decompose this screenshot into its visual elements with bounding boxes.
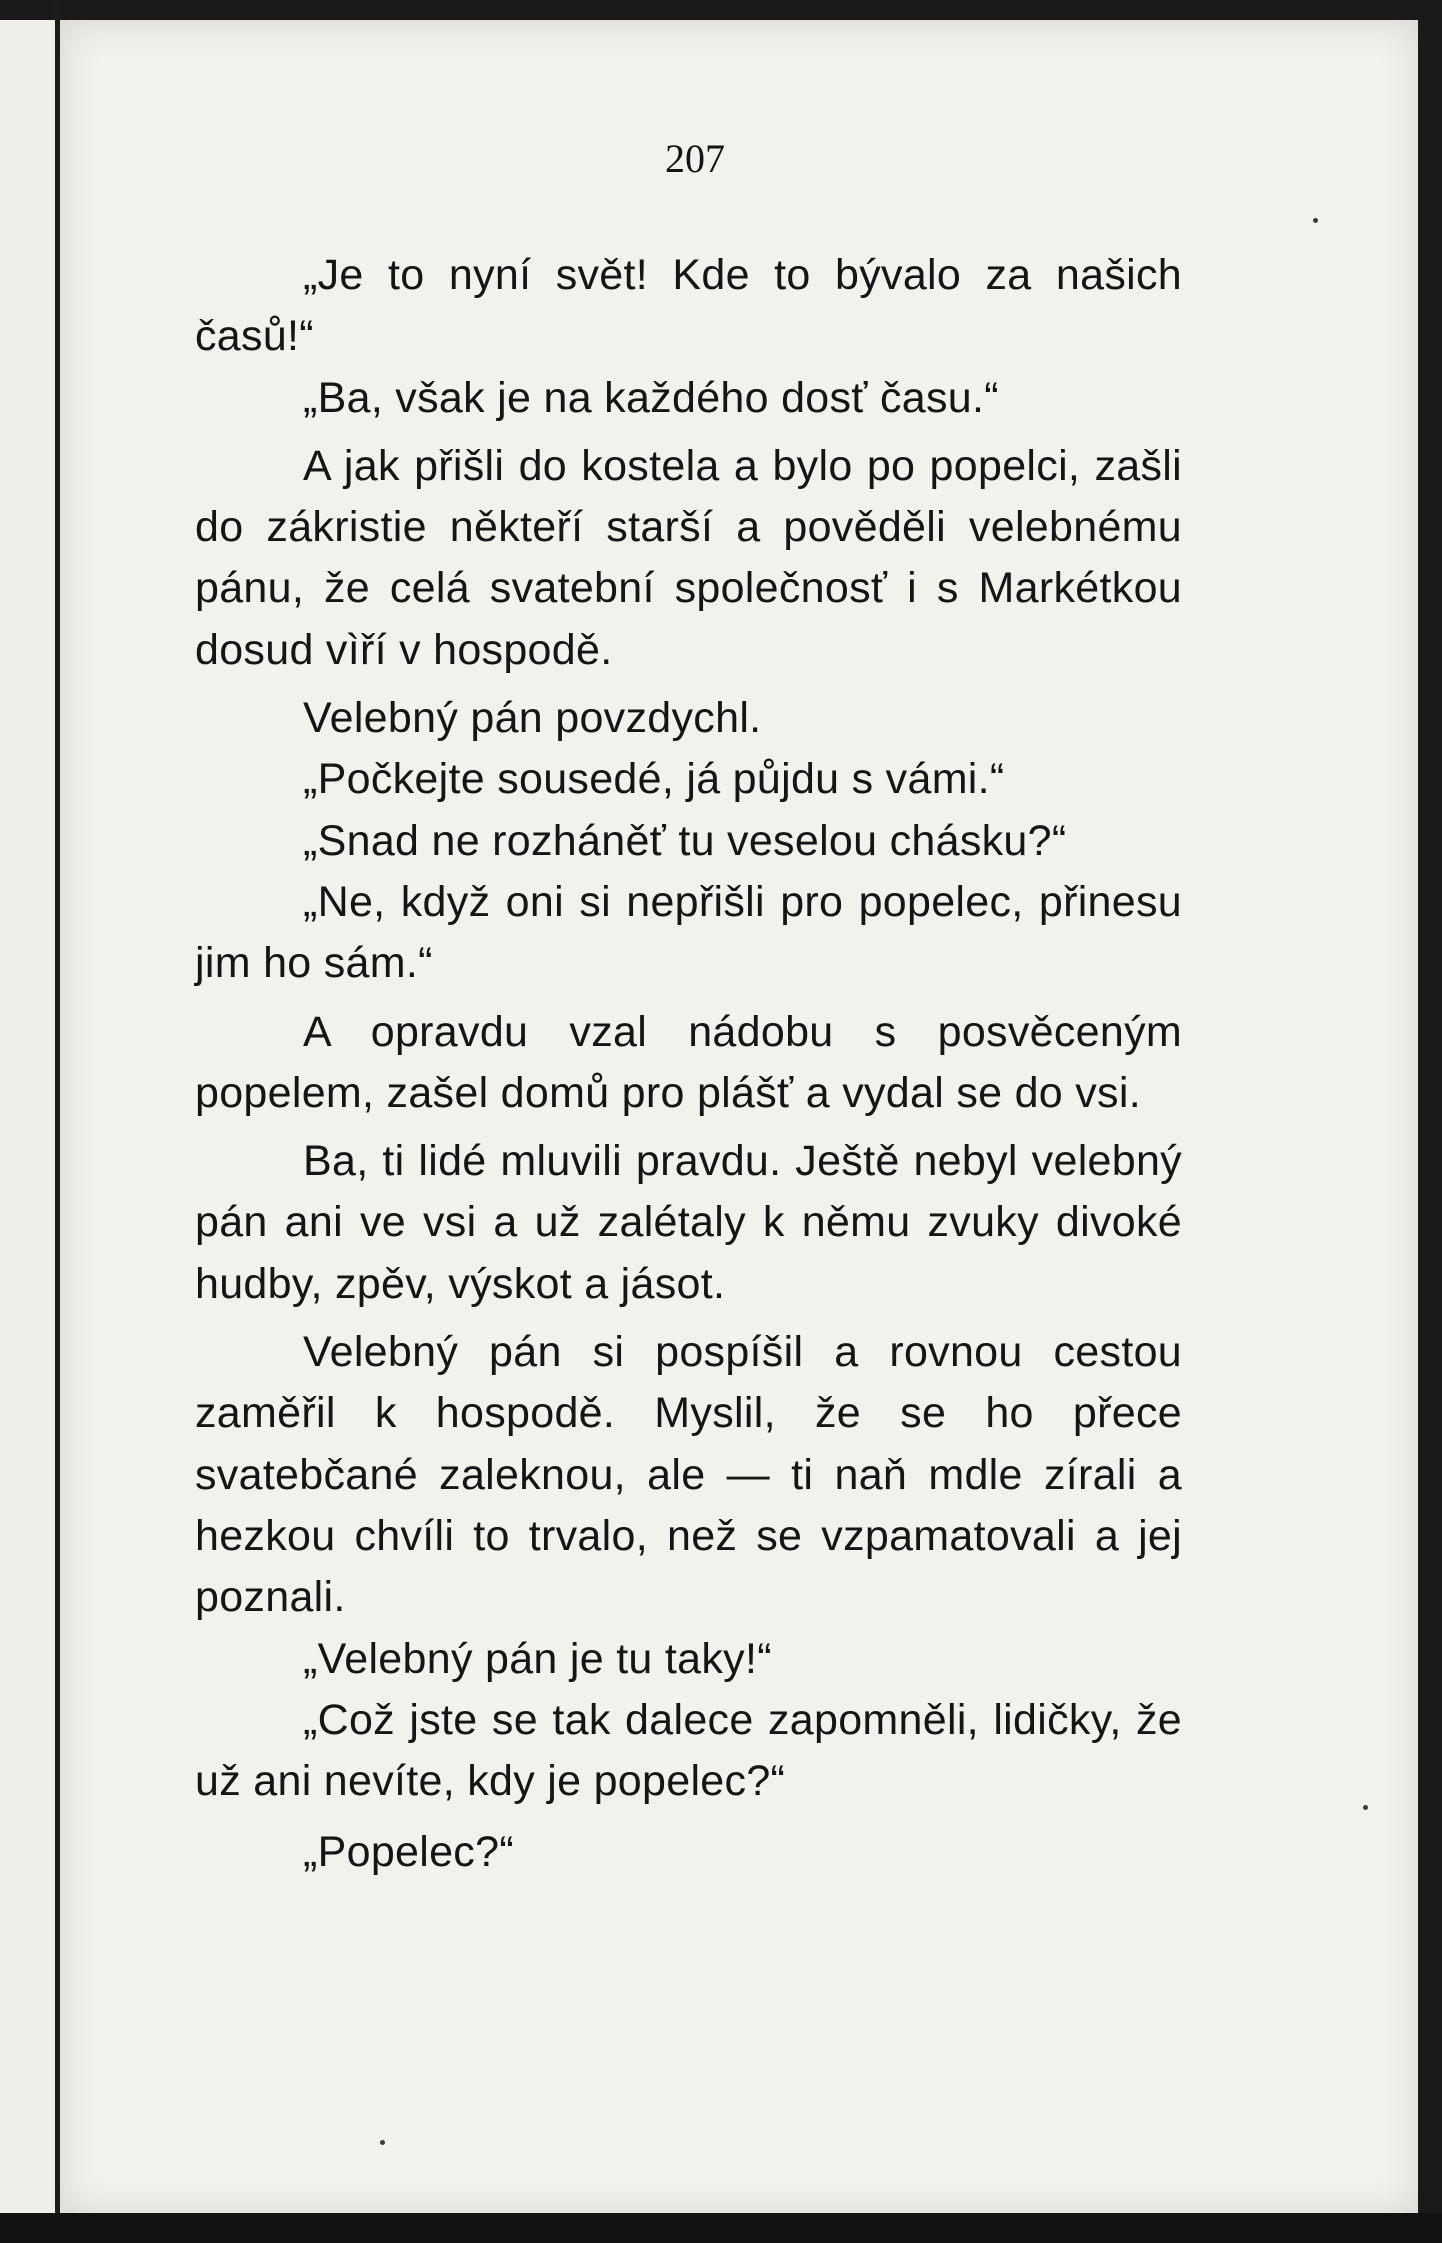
paragraph: A jak přišli do kostela a bylo po popelci, zašli do zákristie někteří starší a pověděli velebnému pánu, že celá svatební společnosť i s Markétkou dosud vìří v hospodě. (195, 441, 1182, 674)
paragraph: „Což jste se tak dalece zapomněli, lidičky, že už ani nevíte, kdy je popelec?“ (195, 1695, 1182, 1806)
paragraph: „Popelec?“ (303, 1828, 514, 1877)
paragraph: „Je to nyní svět! Kde to bývalo za našich časů!“ (195, 251, 1182, 361)
print-speck (1313, 218, 1318, 223)
print-speck (1363, 1805, 1368, 1810)
paragraph: Ba, ti lidé mluvili pravdu. Ještě nebyl velebný pán ani ve vsi a už zalétaly k němu zvuky divoké hudby, zpěv, výskot a jásot. (195, 1137, 1182, 1308)
paragraph: „Snad ne rozháněť tu veselou chásku?“ (303, 816, 1067, 865)
print-speck (380, 2140, 385, 2145)
paragraph: „Počkejte sousedé, já půjdu s vámi.“ (303, 755, 1005, 804)
paragraph: Velebný pán si pospíšil a rovnou cestou zaměřil k hospodě. Myslil, že se ho přece svatebčané zaleknou, ale — ti naň mdle zírali a hezkou chvíli to trvalo, než se vzpamatovali a jej poznali. (195, 1328, 1182, 1622)
paragraph: „Ne, když oni si nepřišli pro popelec, přinesu jim ho sám.“ (195, 877, 1182, 988)
paragraph: „Ba, však je na každého dosť času.“ (303, 373, 999, 422)
paragraph: Velebný pán povzdychl. (303, 694, 762, 743)
gutter-strip (0, 20, 60, 2215)
right-page-edge (1418, 0, 1442, 2243)
body-text (195, 245, 1182, 1884)
page-number: 207 (665, 136, 725, 181)
bottom-page-edge (0, 2213, 1442, 2243)
paragraph: A opravdu vzal nádobu s posvěceným popelem, zašel domů pro plášť a vydal se do vsi. (195, 1007, 1182, 1117)
paragraph: „Velebný pán je tu taky!“ (303, 1634, 772, 1683)
